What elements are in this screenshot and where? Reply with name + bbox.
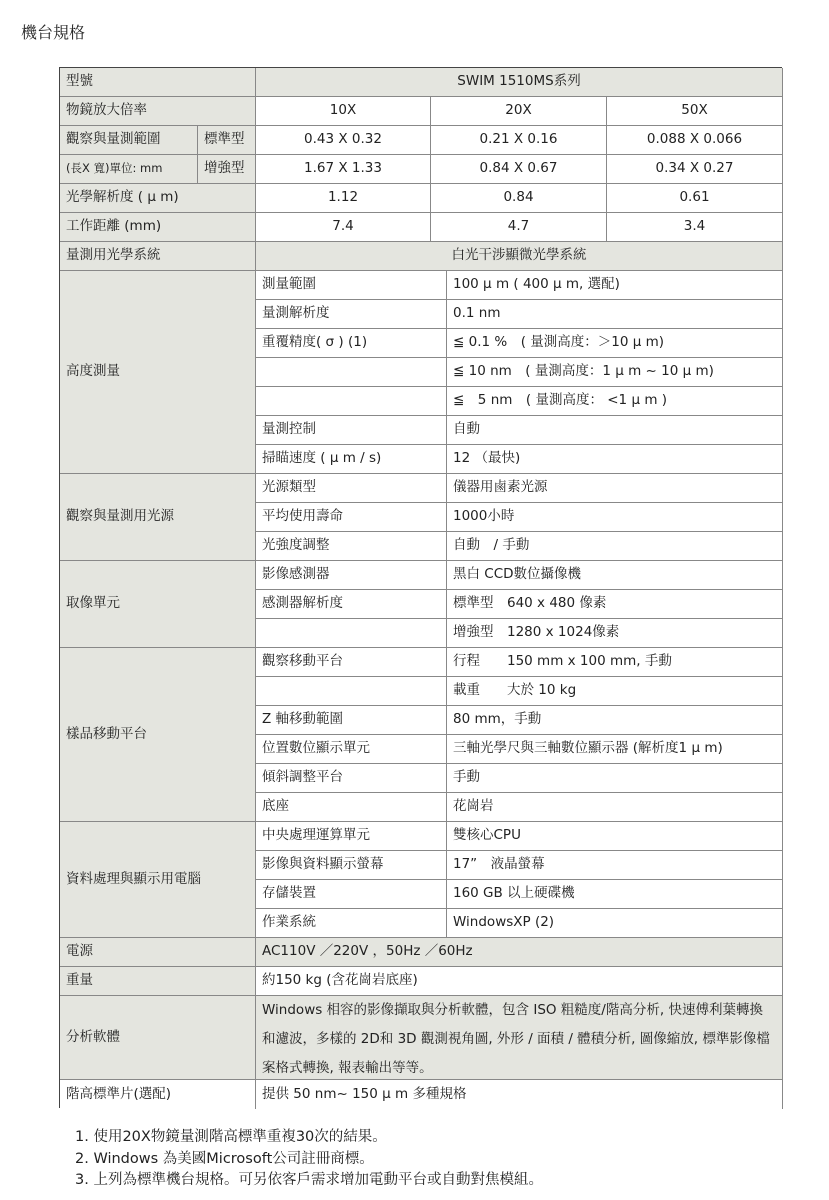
label-fov-unit: (長X 寬)單位: mm xyxy=(60,155,198,184)
label-light: 觀察與量測用光源 xyxy=(60,474,256,561)
stage-value: 載重 大於 10 kg xyxy=(447,677,783,706)
computer-value: WindowsXP (2) xyxy=(447,909,783,938)
label-height: 高度測量 xyxy=(60,271,256,474)
height-key xyxy=(256,358,447,387)
footnote-1: 1. 使用20X物鏡量測階高標準重複30次的結果。 xyxy=(75,1129,387,1145)
computer-value: 160 GB 以上硬碟機 xyxy=(447,880,783,909)
fov-standard-10x: 0.43 X 0.32 xyxy=(256,126,431,155)
resolution-10x: 1.12 xyxy=(256,184,431,213)
spec-table xyxy=(59,67,782,1108)
label-model: 型號 xyxy=(60,68,256,97)
label-magnification: 物鏡放大倍率 xyxy=(60,97,256,126)
imaging-key: 影像感測器 xyxy=(256,561,447,590)
fov-enhanced-20x: 0.84 X 0.67 xyxy=(431,155,607,184)
wd-20x: 4.7 xyxy=(431,213,607,242)
value-weight: 約150 kg (含花崗岩底座) xyxy=(256,967,783,996)
stage-value: 花崗岩 xyxy=(447,793,783,822)
light-key: 光強度調整 xyxy=(256,532,447,561)
light-value: 1000小時 xyxy=(447,503,783,532)
fov-standard-50x: 0.088 X 0.066 xyxy=(607,126,783,155)
page-title: 機台規格 xyxy=(21,23,86,42)
height-key: 量測控制 xyxy=(256,416,447,445)
mag-50x: 50X xyxy=(607,97,783,126)
computer-key: 影像與資料顯示螢幕 xyxy=(256,851,447,880)
stage-key xyxy=(256,677,447,706)
height-value: ≦ 5 nm ( 量測高度： <1 μ m ) xyxy=(447,387,783,416)
label-stage: 樣品移動平台 xyxy=(60,648,256,822)
label-software: 分析軟體 xyxy=(60,996,256,1080)
height-value: 100 μ m ( 400 μ m, 選配) xyxy=(447,271,783,300)
stage-key: 底座 xyxy=(256,793,447,822)
fov-enhanced-50x: 0.34 X 0.27 xyxy=(607,155,783,184)
label-optics: 量測用光學系統 xyxy=(60,242,256,271)
label-resolution: 光學解析度 ( μ m) xyxy=(60,184,256,213)
fov-enhanced-10x: 1.67 X 1.33 xyxy=(256,155,431,184)
imaging-value: 黑白 CCD數位攝像機 xyxy=(447,561,783,590)
stage-key: 傾斜調整平台 xyxy=(256,764,447,793)
height-value: 12 （最快) xyxy=(447,445,783,474)
height-key: 重覆精度( σ ) (1) xyxy=(256,329,447,358)
value-optics: 白光干涉顯微光學系統 xyxy=(256,242,783,271)
label-computer: 資料處理與顯示用電腦 xyxy=(60,822,256,938)
height-key: 掃瞄速度 ( μ m / s) xyxy=(256,445,447,474)
imaging-value: 標準型 640 x 480 像素 xyxy=(447,590,783,619)
stage-value: 三軸光學尺與三軸數位顯示器 (解析度1 μ m) xyxy=(447,735,783,764)
light-key: 平均使用壽命 xyxy=(256,503,447,532)
footnote-2: 2. Windows 為美國Microsoft公司註冊商標。 xyxy=(75,1150,374,1167)
imaging-value: 增強型 1280 x 1024像素 xyxy=(447,619,783,648)
computer-key: 中央處理運算單元 xyxy=(256,822,447,851)
height-key xyxy=(256,387,447,416)
label-fov-standard: 標準型 xyxy=(198,126,256,155)
computer-key: 作業系統 xyxy=(256,909,447,938)
label-power: 電源 xyxy=(60,938,256,967)
light-value: 儀器用鹵素光源 xyxy=(447,474,783,503)
height-value: ≦ 10 nm ( 量測高度：1 μ m ~ 10 μ m) xyxy=(447,358,783,387)
stage-key: 位置數位顯示單元 xyxy=(256,735,447,764)
computer-key: 存儲裝置 xyxy=(256,880,447,909)
label-fov: 觀察與量測範圍 xyxy=(60,126,198,155)
stage-value: 手動 xyxy=(447,764,783,793)
stage-key: Z 軸移動範圍 xyxy=(256,706,447,735)
stage-value: 行程 150 mm x 100 mm, 手動 xyxy=(447,648,783,677)
imaging-key: 感測器解析度 xyxy=(256,590,447,619)
height-value: 自動 xyxy=(447,416,783,445)
height-key: 測量範圍 xyxy=(256,271,447,300)
value-model: SWIM 1510MS系列 xyxy=(256,68,783,97)
label-weight: 重量 xyxy=(60,967,256,996)
value-step: 提供 50 nm~ 150 μ m 多種規格 xyxy=(256,1080,783,1109)
height-value: 0.1 nm xyxy=(447,300,783,329)
value-power: AC110V ／220V ，50Hz ／60Hz xyxy=(256,938,783,967)
light-key: 光源類型 xyxy=(256,474,447,503)
height-value: ≦ 0.1 % ( 量測高度：＞10 μ m) xyxy=(447,329,783,358)
imaging-key xyxy=(256,619,447,648)
wd-50x: 3.4 xyxy=(607,213,783,242)
mag-10x: 10X xyxy=(256,97,431,126)
label-working-distance: 工作距離 (mm) xyxy=(60,213,256,242)
stage-value: 80 mm，手動 xyxy=(447,706,783,735)
computer-value: 17” 液晶螢幕 xyxy=(447,851,783,880)
light-value: 自動 / 手動 xyxy=(447,532,783,561)
resolution-50x: 0.61 xyxy=(607,184,783,213)
label-fov-enhanced: 增強型 xyxy=(198,155,256,184)
wd-10x: 7.4 xyxy=(256,213,431,242)
label-imaging: 取像單元 xyxy=(60,561,256,648)
value-software: Windows 相容的影像擷取與分析軟體，包含 ISO 粗糙度/階高分析, 快速傅利葉轉換和濾波，多樣的 2D和 3D 觀測視角圖, 外形 / 面積 / 體積分析, 圖像縮放, 標準影像檔案格式轉換, 報表輸出等等。 xyxy=(256,996,783,1080)
fov-standard-20x: 0.21 X 0.16 xyxy=(431,126,607,155)
computer-value: 雙核心CPU xyxy=(447,822,783,851)
height-key: 量測解析度 xyxy=(256,300,447,329)
stage-key: 觀察移動平台 xyxy=(256,648,447,677)
footnotes xyxy=(75,1127,543,1192)
resolution-20x: 0.84 xyxy=(431,184,607,213)
label-step: 階高標準片(選配) xyxy=(60,1080,256,1109)
mag-20x: 20X xyxy=(431,97,607,126)
footnote-3: 3. 上列為標準機台規格。可另依客戶需求增加電動平台或自動對焦模組。 xyxy=(75,1172,543,1188)
